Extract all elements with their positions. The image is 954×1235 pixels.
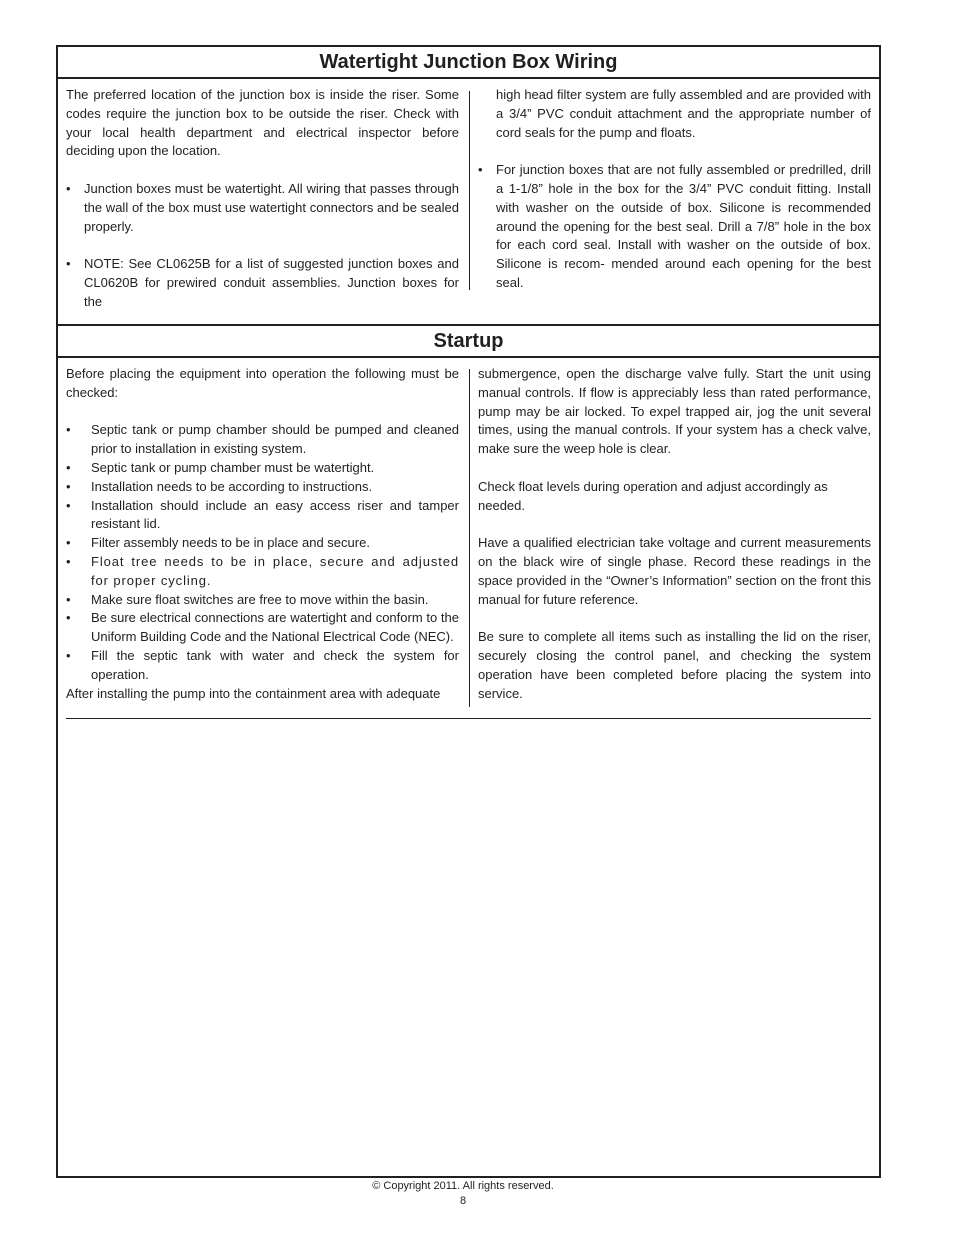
junction-right-continuation: high head filter system are fully assembled and are provided with a 3/4” PVC conduit attachment and the appropriate number of cord seals for the pump and floats. [496,87,871,140]
junction-bullet-drill [478,161,871,293]
junction-bullet-text: For junction boxes that are not fully assembled or predrilled, drill a 1-1/8” hole in the box for the 3/4” PVC conduit fitting. Install with washer on the outside of box. Silicone is recommended around the opening for the best seal. Drill a 7/8” hole in the box for each cord seal. Install with washer on the outside of box. Silicone is recom- mended around each opening for the best seal. [496,162,871,290]
startup-intro: Before placing the equipment into operation the following must be checked: [66,366,459,400]
startup-checklist-item: • Fill the septic tank with water and check the system for operation. [66,647,459,682]
bullet-dot: • [478,162,483,178]
startup-checklist-item: • Installation should include an easy access riser and tamper resistant lid. [66,497,459,532]
startup-after-text: After installing the pump into the containment area with adequate [66,685,441,701]
bullet-dot: • [66,180,71,196]
section-end-rule [66,718,871,719]
junction-left-column [66,86,459,312]
page-number: 8 [459,1195,467,1207]
junction-section-title: Watertight Junction Box Wiring [58,47,879,79]
startup-checklist-item: • Make sure float switches are free to move within the basin. [66,591,429,607]
startup-checklist-item: • Filter assembly needs to be in place and secure. [66,535,370,551]
page-frame [56,45,881,1178]
startup-checklist-item: • Float tree needs to be in place, secure and adjusted for proper cycling. [66,553,459,588]
bullet-dot: • [66,256,71,272]
junction-bullet-text: NOTE: See CL0625B for a list of suggested junction boxes and CL0620B for prewired conduit assemblies. Junction boxes for the [84,256,459,309]
startup-right-paragraph: Check float levels during operation and adjust accordingly as needed. [478,478,828,513]
startup-checklist-item: • Septic tank or pump chamber should be pumped and cleaned prior to installation in existing system. [66,422,459,457]
startup-right-column [478,365,871,703]
junction-bullet-note [66,255,459,311]
junction-bullet-text: Junction boxes must be watertight. All wiring that passes through the wall of the box must use watertight connectors and be sealed properly. [84,180,459,234]
startup-column-divider [469,369,470,707]
startup-checklist-item: • Septic tank or pump chamber must be watertight. [66,459,375,475]
startup-checklist-item: • Installation needs to be according to instructions. [66,478,373,494]
startup-section-title: Startup [58,324,879,358]
startup-right-paragraph: Be sure to complete all items such as installing the lid on the riser, securely closing the control panel, and checking the system operation have been completed before placing the system into service. [478,629,871,701]
copyright-footer: © Copyright 2011. All rights reserved. [372,1180,554,1192]
junction-right-column [478,86,871,293]
junction-bullet-watertight [66,180,459,236]
startup-right-paragraph: submergence, open the discharge valve fully. Start the unit using manual controls. If flow is appreciably less than rated performance, pump may be air locked. To expel trapped air, jog the unit several times, using the manual controls. If your system has a check valve, make sure the weep hole is clear. [478,366,871,457]
startup-left-column [66,365,459,703]
junction-intro: The preferred location of the junction box is inside the riser. Some codes require the junction box to be outside the riser. Check with your local health department and electrical inspector before deciding upon the location. [66,87,459,159]
startup-checklist-item: • Be sure electrical connections are watertight and conform to the Uniform Building Code and the National Electrical Code (NEC). [66,610,459,645]
startup-right-paragraph: Have a qualified electrician take voltage and current measurements on the black wire of single phase. Record these readings in the space provided in the “Owner’s Information” section on the front this manual for future reference. [478,535,871,607]
junction-column-divider [469,91,470,290]
